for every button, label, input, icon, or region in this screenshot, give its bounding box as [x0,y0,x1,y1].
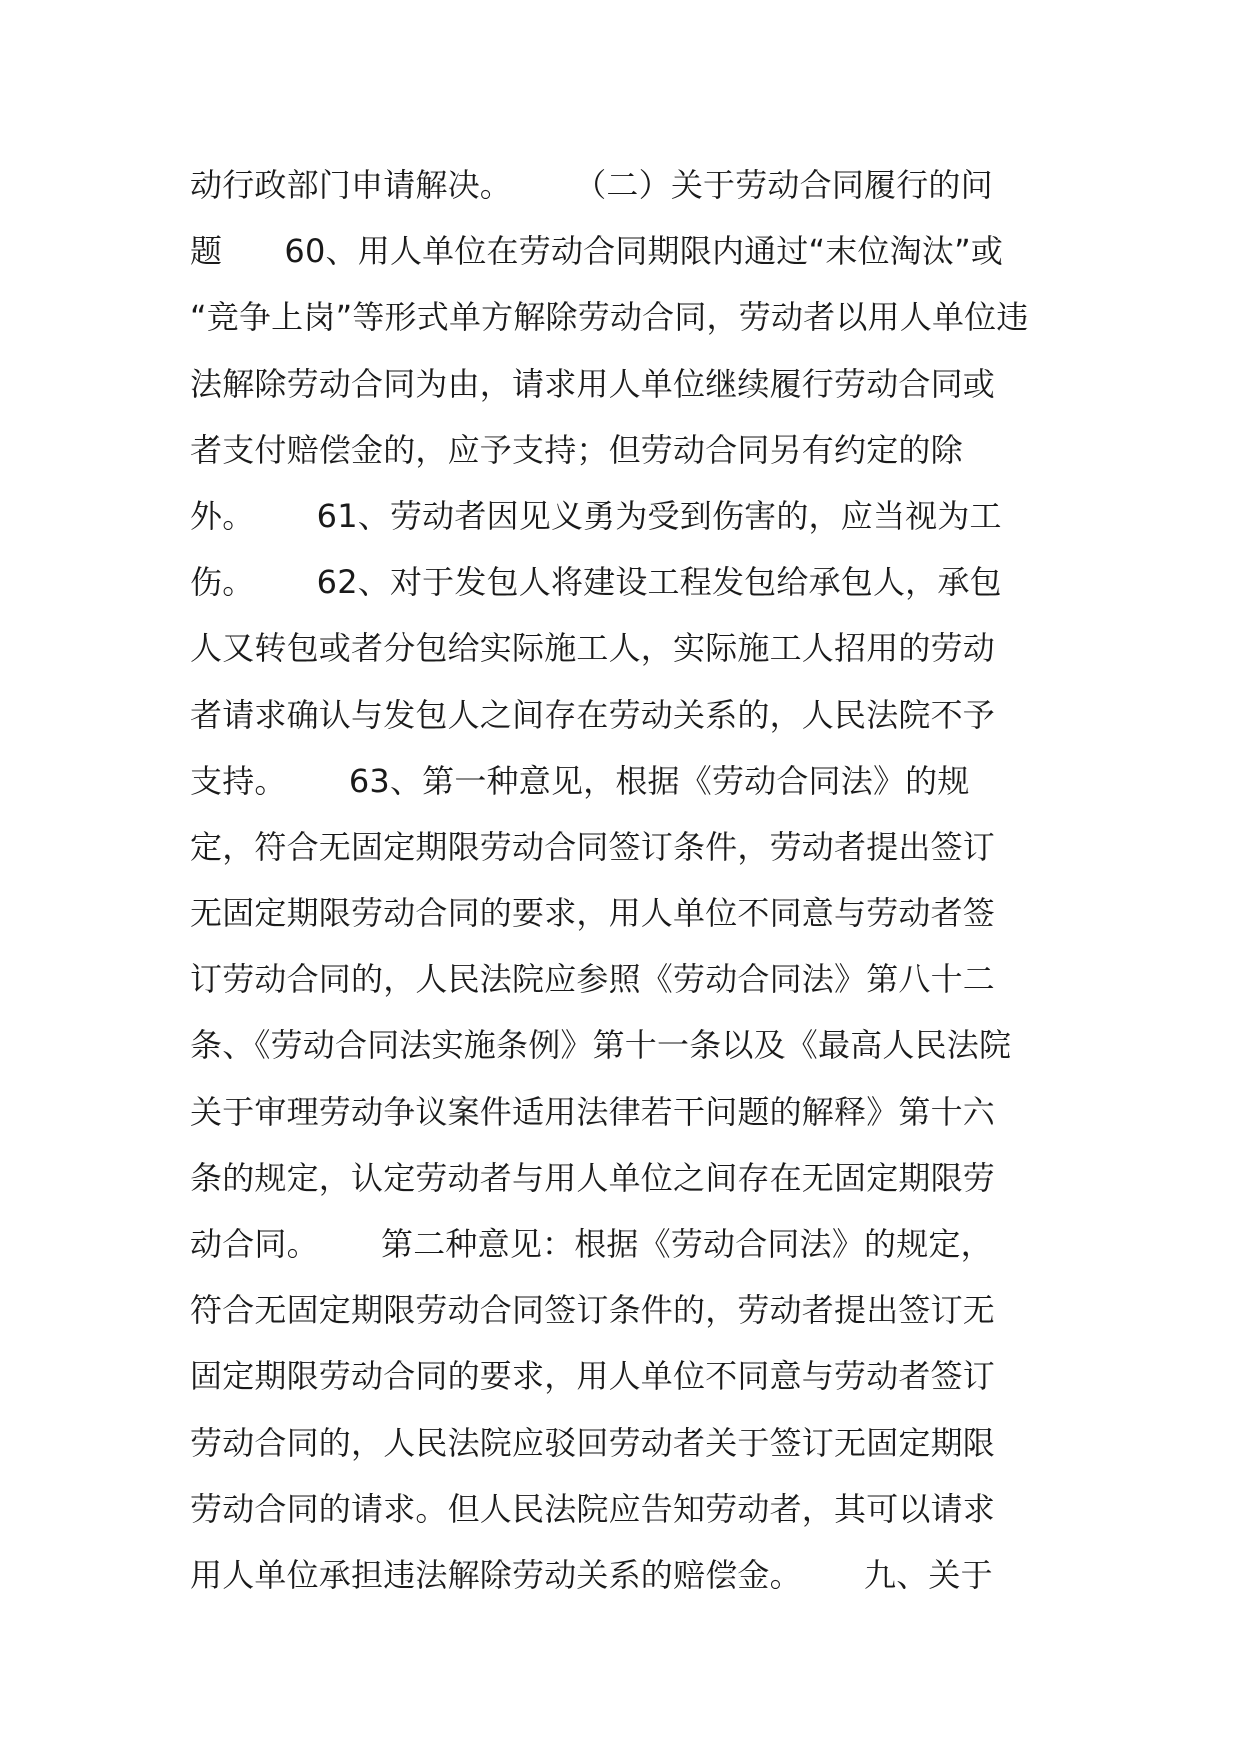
text-line: 题 60、用人单位在劳动合同期限内通过“末位淘汰”或 [190,232,1004,271]
text-line: 外。 61、劳动者因见义勇为受到伤害的，应当视为工 [190,496,1002,535]
text-line: 者支付赔偿金的，应予支持；但劳动合同另有约定的除 [190,430,963,469]
text-line: 无固定期限劳动合同的要求，用人单位不同意与劳动者签 [190,894,996,933]
text-line: 用人单位承担违法解除劳动关系的赔偿金。 九、关于 [190,1555,993,1594]
text-line: 伤。 62、对于发包人将建设工程发包给承包人，承包 [190,563,1002,602]
text-line: 人又转包或者分包给实际施工人，实际施工人招用的劳动 [190,629,996,668]
text-line: 条、《劳动合同法实施条例》第十一条以及《最高人民法院 [190,1026,1012,1065]
text-line: 关于审理劳动争议案件适用法律若干问题的解释》第十六 [190,1092,996,1131]
text-line: 动行政部门申请解决。 （二）关于劳动合同履行的问 [190,166,993,204]
text-line: 劳动合同的请求。但人民法院应告知劳动者，其可以请求 [190,1489,996,1528]
text-line: “竞争上岗”等形式单方解除劳动合同，劳动者以用人单位违 [190,298,1029,337]
text-line: 符合无固定期限劳动合同签订条件的，劳动者提出签订无 [190,1291,996,1330]
text-line: 动合同。 第二种意见：根据《劳动合同法》的规定， [190,1225,993,1263]
body-text [190,152,1070,1608]
text-line: 条的规定，认定劳动者与用人单位之间存在无固定期限劳 [190,1158,996,1197]
text-line: 劳动合同的，人民法院应驳回劳动者关于签订无固定期限 [190,1423,996,1462]
text-line: 法解除劳动合同为由，请求用人单位继续履行劳动合同或 [190,364,996,403]
text-line: 定，符合无固定期限劳动合同签订条件，劳动者提出签订 [190,827,996,866]
text-line: 支持。 63、第一种意见，根据《劳动合同法》的规 [190,761,970,800]
text-line: 固定期限劳动合同的要求，用人单位不同意与劳动者签订 [190,1357,996,1396]
text-line: 者请求确认与发包人之间存在劳动关系的，人民法院不予 [190,695,996,734]
text-line: 订劳动合同的，人民法院应参照《劳动合同法》第八十二 [190,960,996,999]
